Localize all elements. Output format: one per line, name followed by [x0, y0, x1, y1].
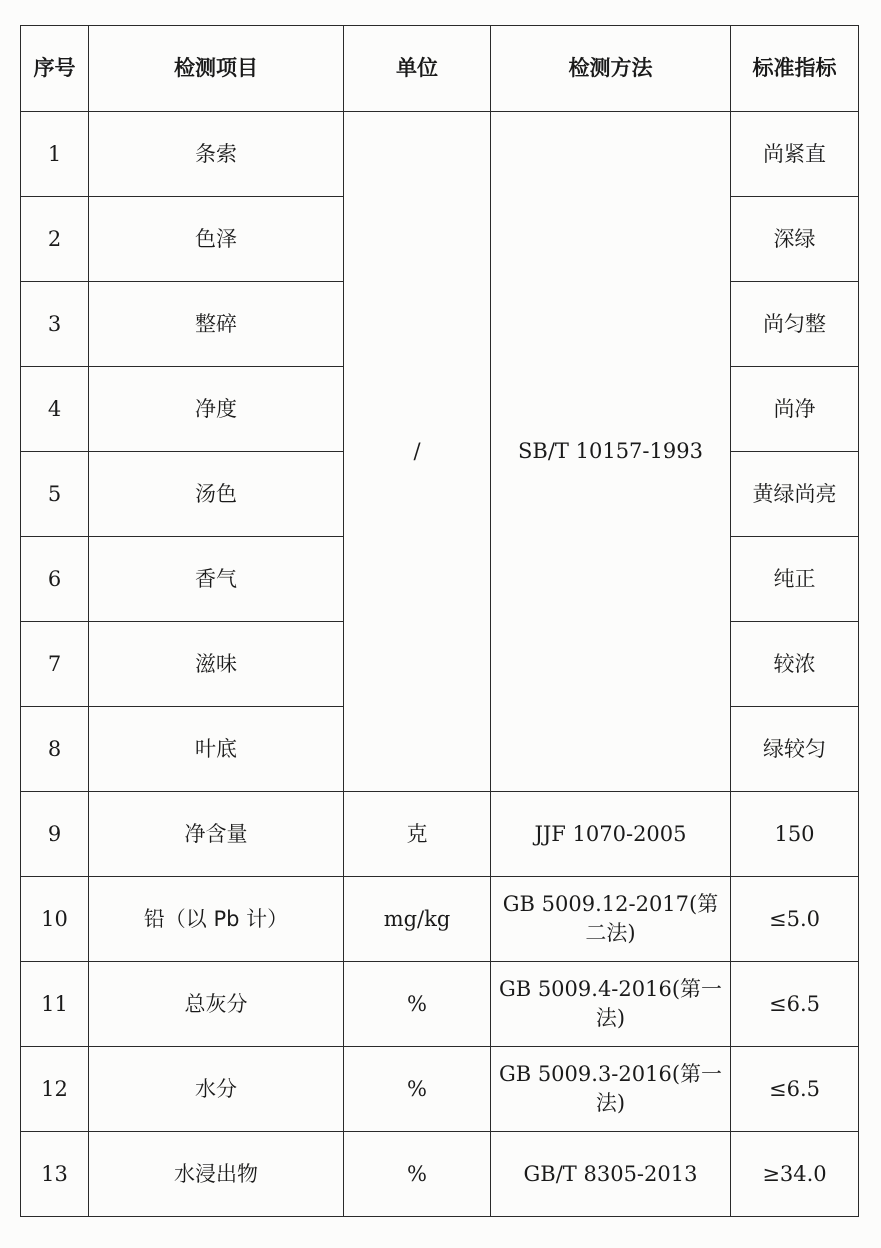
cell-item: 色泽 [89, 197, 344, 282]
cell-method [491, 1047, 731, 1132]
cell-no: 7 [21, 622, 89, 707]
cell-unit: % [344, 1047, 491, 1132]
cell-no: 12 [21, 1047, 89, 1132]
cell-unit: % [344, 1132, 491, 1217]
header-standard: 标准指标 [731, 26, 859, 112]
cell-item: 条索 [89, 112, 344, 197]
cell-item: 水浸出物 [89, 1132, 344, 1217]
cell-item: 铅（以 Pb 计） [89, 877, 344, 962]
table-row [21, 112, 859, 197]
header-row [21, 26, 859, 112]
cell-standard: 黄绿尚亮 [731, 452, 859, 537]
cell-no: 5 [21, 452, 89, 537]
cell-item: 净含量 [89, 792, 344, 877]
cell-standard: ≤6.5 [731, 962, 859, 1047]
cell-standard: 较浓 [731, 622, 859, 707]
test-spec-table [20, 25, 859, 1217]
cell-standard: 尚匀整 [731, 282, 859, 367]
table-row [21, 1132, 859, 1217]
cell-standard: ≤5.0 [731, 877, 859, 962]
cell-standard: 尚紧直 [731, 112, 859, 197]
header-item: 检测项目 [89, 26, 344, 112]
cell-item: 水分 [89, 1047, 344, 1132]
cell-no: 13 [21, 1132, 89, 1217]
method-text: GB/T 8305-2013 [523, 1161, 698, 1186]
method-text: JJF 1070-2005 [534, 821, 687, 846]
cell-no: 10 [21, 877, 89, 962]
cell-standard: 纯正 [731, 537, 859, 622]
table-row [21, 792, 859, 877]
cell-no: 2 [21, 197, 89, 282]
table-row [21, 1047, 859, 1132]
cell-unit: mg/kg [344, 877, 491, 962]
cell-no: 6 [21, 537, 89, 622]
header-unit: 单位 [344, 26, 491, 112]
cell-item: 叶底 [89, 707, 344, 792]
method-text: GB 5009.12-2017(第二法) [502, 891, 719, 945]
cell-item: 净度 [89, 367, 344, 452]
cell-method-merged: SB/T 10157-1993 [491, 112, 731, 792]
cell-method [491, 962, 731, 1047]
cell-item: 香气 [89, 537, 344, 622]
cell-item: 整碎 [89, 282, 344, 367]
cell-no: 8 [21, 707, 89, 792]
cell-item: 滋味 [89, 622, 344, 707]
cell-standard: 150 [731, 792, 859, 877]
cell-standard: ≤6.5 [731, 1047, 859, 1132]
table-row [21, 962, 859, 1047]
cell-no: 9 [21, 792, 89, 877]
cell-unit-merged: / [344, 112, 491, 792]
cell-no: 4 [21, 367, 89, 452]
cell-method [491, 877, 731, 962]
cell-standard: 深绿 [731, 197, 859, 282]
cell-no: 3 [21, 282, 89, 367]
cell-no: 1 [21, 112, 89, 197]
table-row [21, 877, 859, 962]
method-text: GB 5009.4-2016(第一法) [498, 976, 723, 1030]
cell-method [491, 792, 731, 877]
cell-standard: ≥34.0 [731, 1132, 859, 1217]
header-no: 序号 [21, 26, 89, 112]
header-method: 检测方法 [491, 26, 731, 112]
cell-item: 汤色 [89, 452, 344, 537]
method-text: GB 5009.3-2016(第一法) [498, 1061, 723, 1115]
cell-standard: 尚净 [731, 367, 859, 452]
cell-no: 11 [21, 962, 89, 1047]
cell-standard: 绿较匀 [731, 707, 859, 792]
cell-unit: 克 [344, 792, 491, 877]
cell-item: 总灰分 [89, 962, 344, 1047]
cell-unit: % [344, 962, 491, 1047]
cell-method [491, 1132, 731, 1217]
